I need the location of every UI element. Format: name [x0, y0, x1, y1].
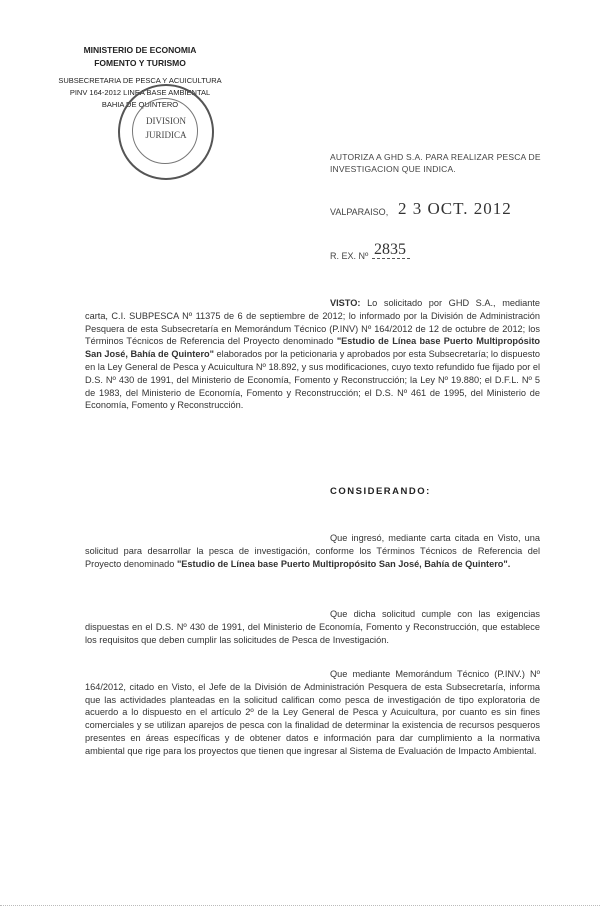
considerando-paragraph-3: [85, 668, 540, 758]
considerando-paragraph-2: [85, 608, 540, 646]
visto-project-name: "Estudio de Línea base Puerto Multipropósito San José, Bahía de Quintero": [85, 336, 540, 360]
scan-edge-mark: [0, 905, 600, 907]
division-juridica-stamp: [118, 84, 214, 180]
subject-line-1: AUTORIZA A GHD S.A. PARA REALIZAR PESCA DE: [330, 152, 541, 162]
stamp-text-top: DIVISION: [146, 116, 186, 126]
visto-paragraph: [85, 297, 540, 412]
considerando-1-project-name: "Estudio de Línea base Puerto Multipropósito San José, Bahía de Quintero".: [176, 558, 511, 569]
date-stamp: 2 3 OCT. 2012: [398, 199, 512, 218]
considerando-2-text: Que dicha solicitud cumple con las exigencias dispuestas en el D.S. Nº 430 de 1991, del Ministerio de Economía, Fomento y Reconstrucción, que establece los requisitos que deben cumplir las solicitudes de Pesca de Investigación.: [85, 609, 540, 645]
considerando-paragraph-1: [85, 532, 540, 570]
resolution-number: 2835: [374, 241, 406, 258]
visto-text-2: elaborados por la peticionaria y aprobados por esta Subsecretaría; lo dispuesto en la Ley General de Pesca y Acuicultura Nº 18.892, y sus modificaciones, cuyo texto refundido fue fijado por el D.S. Nº 430 de 1991, del Ministerio de Economía, Fomento y Reconstrucción; la Ley Nº 19.880; el D.F.L. Nº 5 de 1983, del Ministerio de Economía, Fomento y Reconstrucción; el D.S. Nº 461 de 1995, del Ministerio de Economía, Fomento y Reconstrucción.: [85, 349, 540, 411]
reference-place: BAHIA DE QUINTERO: [101, 100, 179, 109]
subject-line-2: INVESTIGACION QUE INDICA.: [330, 164, 456, 174]
subsecretaria: SUBSECRETARIA DE PESCA Y ACUICULTURA: [58, 76, 222, 85]
considerando-1-text: Que ingresó, mediante carta citada en Visto, una solicitud para desarrollar la pesca de investigación, conforme los Términos Técnicos de Referencia del Proyecto denominado: [85, 533, 540, 569]
ministry-subtitle: FOMENTO Y TURISMO: [94, 58, 186, 68]
reference-code: PINV 164-2012 LINEA BASE AMBIENTAL: [69, 88, 211, 97]
visto-text-1: Lo solicitado por GHD S.A., mediante carta, C.I. SUBPESCA Nº 11375 de 6 de septiembre de 2012; lo informado por la División de Administración Pesquera de esta Subsecretaría en Memorándum Técnico (P.INV) Nº 164/2012 de 12 de octubre de 2012; los Términos Técnicos de Referencia del Proyecto denominado: [85, 298, 540, 347]
ministry-name: MINISTERIO DE ECONOMIA: [83, 45, 197, 55]
considerando-3-text: Que mediante Memorándum Técnico (P.INV.) Nº 164/2012, citado en Visto, el Jefe de la División de Administración Pesquera de esta Subsecretaría, informa que las actividades planteadas en la solicitud califican como pesca de investigación de tipo exploratoria de acuerdo a lo dispuesto en el artículo 2º de la Ley General de Pesca y Acuicultura, por cuanto es sin fines comerciales y se utilizan aparejos de pesca con la finalidad de determinar la existencia de recursos pesqueros presentes en áreas específicas y de obtener datos e información para dar cumplimiento a la normativa ambiental que rige para los proyectos que tienen que ingresar al Sistema de Evaluación de Impacto Ambiental.: [85, 669, 540, 756]
resolution-label: R. EX. Nº: [330, 251, 369, 261]
place: VALPARAISO,: [330, 207, 389, 217]
visto-label: VISTO:: [330, 298, 361, 308]
considerando-title: CONSIDERANDO:: [330, 486, 431, 497]
stamp-text-bottom: JURIDICA: [145, 130, 187, 140]
